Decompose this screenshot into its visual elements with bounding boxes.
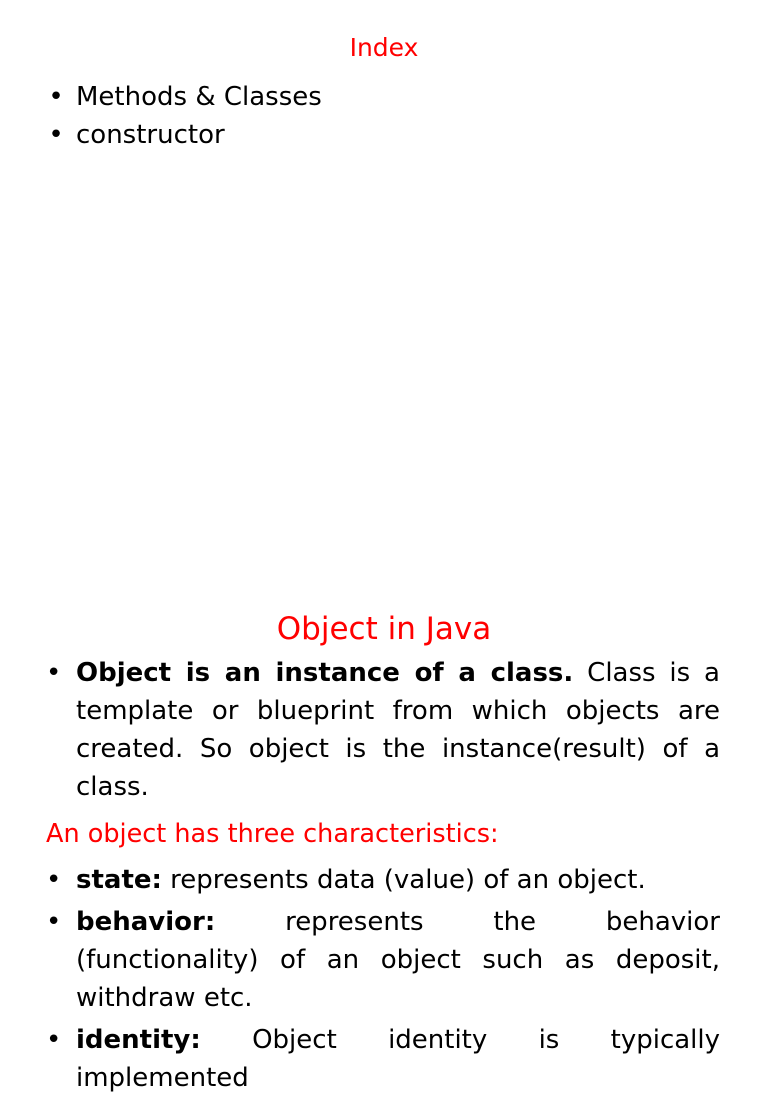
bullet-icon: • xyxy=(46,658,62,688)
list-item-text: Methods & Classes xyxy=(76,82,322,112)
list-item xyxy=(46,116,726,154)
bullet-icon: • xyxy=(46,865,62,895)
characteristics-heading: An object has three characteristics: xyxy=(46,819,499,849)
list-item xyxy=(46,861,720,899)
characteristic-term: behavior: xyxy=(76,907,216,937)
index-list xyxy=(46,78,726,154)
list-item xyxy=(46,78,726,116)
list-item xyxy=(46,903,720,1017)
intro-text: Class is a template or blueprint from which objects are created. So object is the instance(result) of a class. xyxy=(76,658,720,802)
bullet-icon: • xyxy=(48,120,64,150)
bullet-icon: • xyxy=(48,82,64,112)
intro-bold-text: Object is an instance of a class. xyxy=(76,658,574,688)
list-item xyxy=(46,654,720,806)
characteristics-list xyxy=(46,861,720,1101)
list-item xyxy=(46,1021,720,1097)
characteristic-text: represents data (value) of an object. xyxy=(161,865,646,895)
bullet-icon: • xyxy=(46,907,62,937)
bullet-icon: • xyxy=(46,1025,62,1055)
characteristic-term: state: xyxy=(76,865,162,895)
characteristic-term: identity: xyxy=(76,1025,201,1055)
index-title: Index xyxy=(349,33,419,62)
list-item-text: constructor xyxy=(76,120,225,150)
characteristic-text: represents the behavior (functionality) of an object such as deposit, withdraw etc. xyxy=(76,907,720,1013)
object-intro-list xyxy=(46,654,720,806)
object-title: Object in Java xyxy=(276,611,492,647)
characteristic-text: Object identity is typically implemented xyxy=(76,1025,720,1093)
